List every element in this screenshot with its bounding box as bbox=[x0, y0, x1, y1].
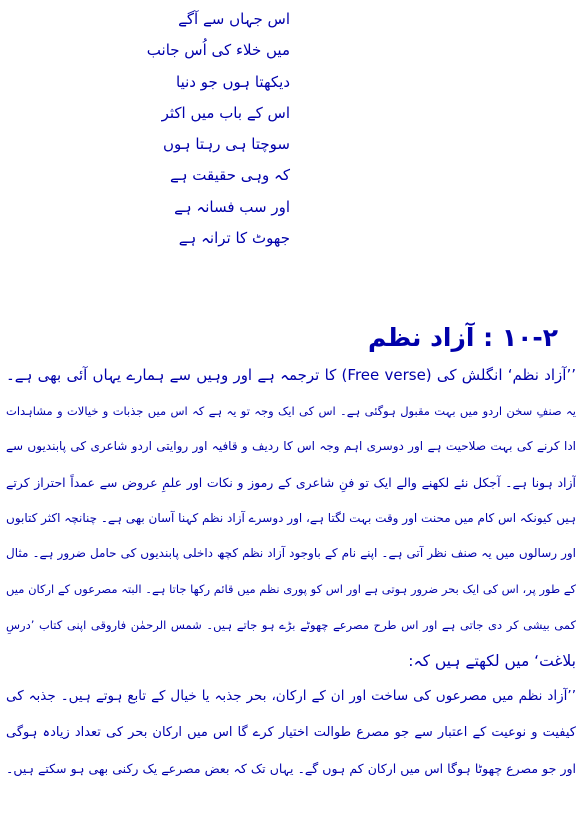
body-line: کمی بیشی کر دی جاتی ہے اور اس طرح مصرعے چھوٹے بڑے ہو جاتے ہیں۔ شمس الرحمٰن فاروقی اپنی کتاب ’درسِ bbox=[6, 617, 576, 632]
poem-line: میں خلاء کی اُس جانب bbox=[146, 41, 290, 60]
poem-line: سوچتا ہی رہتا ہوں bbox=[163, 135, 290, 154]
body-line: آزاد ہونا ہے۔ آجکل نئے لکھنے والے ایک تو فنِ شاعری کے رموز و نکات اور علمِ عروض سے عمداً احتراز کرتے bbox=[6, 475, 576, 491]
body-line: ادا کرنے کی بہت صلاحیت ہے اور دوسری اہم وجہ اس کا ردیف و قافیہ اور روایتی اردو شاعری کی پابندیوں سے bbox=[6, 439, 576, 454]
quote-line: اور جو مصرع چھوٹا ہوگا اس میں ارکان کم ہوں گے۔ یہاں تک کہ بعض مصرعے یک رکنی بھی ہو سکتے ہیں۔ bbox=[6, 760, 576, 776]
poem-line: اور سب فسانہ ہے bbox=[174, 197, 290, 216]
poem-line: اس جہاں سے آگے bbox=[178, 10, 290, 28]
quote-line: کیفیت و نوعیت کے اعتبار سے جو مصرع طوالت اختیار کرے گا اس میں ارکان بحر کی تعداد زیادہ ہوگی bbox=[6, 724, 576, 740]
body-line: یہ صنفِ سخن اردو میں بہت مقبول ہوگئی ہے۔ اس کی ایک وجہ تو یہ ہے کہ اس میں جذبات و خیالات و مشاہدات bbox=[6, 403, 576, 418]
poem-line: دیکھتا ہوں جو دنیا bbox=[176, 72, 290, 91]
body-line: اور رسالوں میں یہ صنف نظر آتی ہے۔ اپنے نام کے باوجود آزاد نظم کچھ داخلی پابندیوں کی حامل ضرور ہے۔ مثال bbox=[6, 546, 576, 561]
body-line: کے طور پر، اس کی ایک بحر ضرور ہوتی ہے اور اس کو پوری نظم میں قائم رکھا جاتا ہے۔ البتہ مصرعوں کے ارکان میں bbox=[6, 582, 576, 597]
body-line: ہیں کیونکہ اس کام میں محنت اور وقت بہت لگتا ہے، اور دوسرے آزاد نظم کہنا آسان بھی ہے۔ چنانچہ اکثر کتابوں bbox=[6, 510, 576, 525]
poem bbox=[146, 4, 290, 254]
body-text bbox=[6, 358, 576, 786]
section-heading: ۱۰-۲ : آزاد نظم bbox=[368, 323, 558, 352]
body-line: بلاغت‘ میں لکھتے ہیں کہ: bbox=[408, 651, 576, 670]
poem-line: جھوٹ کا ترانہ ہے bbox=[178, 229, 290, 248]
poem-line: کہ وہی حقیقت ہے bbox=[169, 166, 290, 185]
body-line: ’’آزاد نظم‘ انگلش کی (Free verse) کا ترجمہ ہے اور وہیں سے ہمارے یہاں آئی بھی ہے۔ bbox=[6, 366, 576, 384]
quote-line: ’’آزاد نظم میں مصرعوں کی ساخت اور ان کے ارکان، بحر جذبہ یا خیال کے تابع ہوتے ہیں۔ جذبہ کی bbox=[6, 688, 576, 705]
poem-line: اس کے باب میں اکثر bbox=[161, 103, 290, 122]
